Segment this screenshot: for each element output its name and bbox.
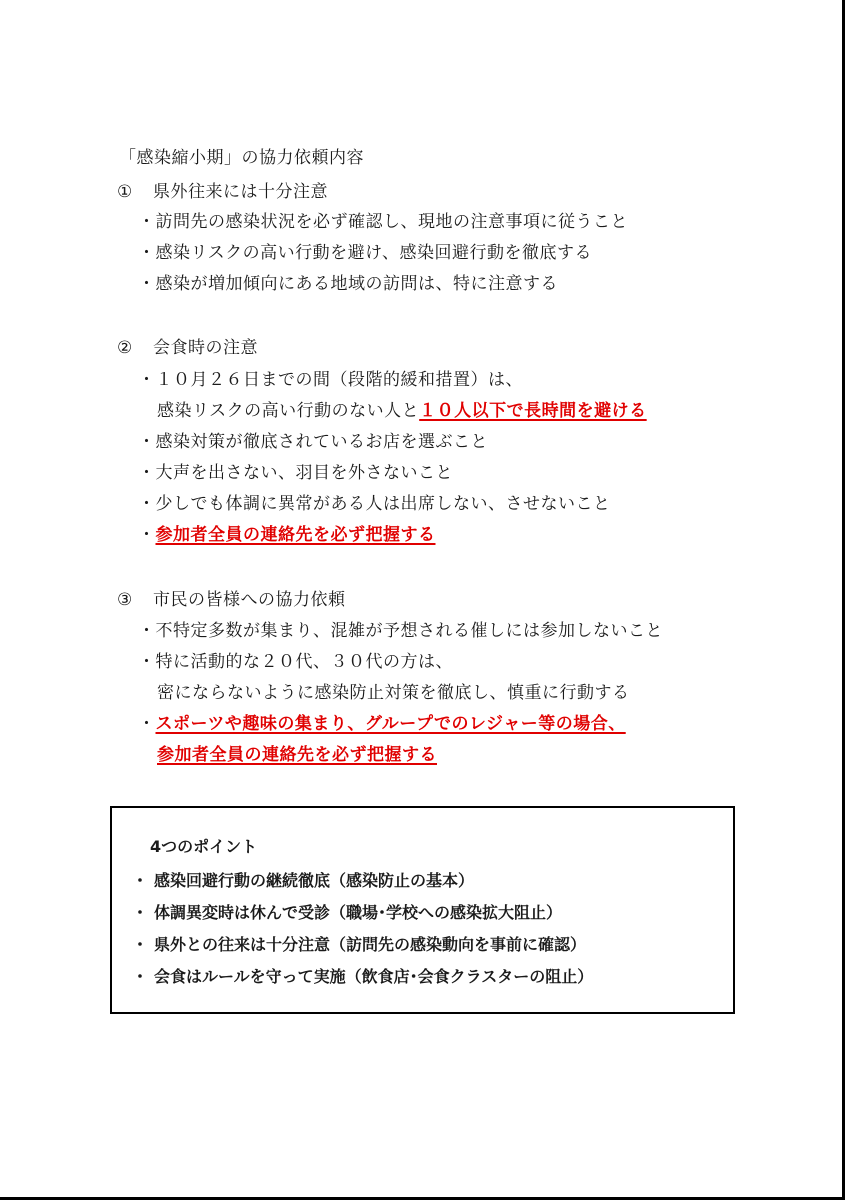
bullet: ・ (138, 525, 156, 545)
section-3-number: ③ (117, 590, 133, 610)
section-3-item (157, 740, 437, 765)
section-3-item: ・不特定多数が集まり、混雑が予想される催しには参加しないこと (138, 621, 663, 641)
section-2-item-text: 感染リスクの高い行動のない人と (157, 401, 420, 421)
section-3-item: ・特に活動的な２０代、３０代の方は、 (138, 652, 453, 672)
section-2-item: ・少しでも体調に異常がある人は出席しない、させないこと (138, 494, 611, 514)
section-3-item (138, 709, 626, 734)
emphasis-text: 参加者全員の連絡先を必ず把握する (155, 525, 436, 545)
section-3-heading (117, 585, 346, 610)
section-1-heading (117, 177, 328, 202)
emphasis-text: スポーツや趣味の集まり、グループでのレジャー等の場合、 (155, 714, 626, 734)
section-2-item (157, 396, 647, 421)
points-box (110, 806, 735, 1014)
section-3-item: 密にならないように感染防止対策を徹底し、慎重に行動する (157, 683, 630, 703)
point-text: 会食はルールを守って実施（飲食店･会食クラスターの阻止） (154, 967, 594, 986)
emphasis-text: 参加者全員の連絡先を必ず把握する (157, 745, 437, 765)
point-item (132, 964, 593, 987)
section-3-title: 市民の皆様への協力依頼 (153, 590, 346, 610)
section-1-number: ① (117, 182, 133, 202)
bullet: ・ (132, 871, 149, 890)
document-title: 「感染縮小期」の協力依頼内容 (119, 148, 364, 168)
section-2-item (138, 520, 436, 545)
bullet: ・ (132, 903, 149, 922)
section-2-heading (117, 333, 258, 358)
section-2-title: 会食時の注意 (153, 338, 258, 358)
section-1-item: ・感染が増加傾向にある地域の訪問は、特に注意する (138, 274, 558, 294)
point-item (132, 932, 586, 955)
point-text: 県外との往来は十分注意（訪問先の感染動向を事前に確認） (154, 935, 587, 954)
points-box-title: 4つのポイント (150, 837, 258, 856)
point-text: 体調異変時は休んで受診（職場･学校への感染拡大阻止） (154, 903, 563, 922)
section-2-item: ・１０月２６日までの間（段階的緩和措置）は、 (138, 370, 523, 390)
emphasis-text: １０人以下で長時間を避ける (419, 401, 647, 421)
bullet: ・ (138, 714, 156, 734)
point-item (132, 900, 562, 923)
point-item (132, 868, 474, 891)
section-2-number: ② (117, 338, 133, 358)
point-text: 感染回避行動の継続徹底（感染防止の基本） (154, 871, 475, 890)
bullet: ・ (132, 967, 149, 986)
section-2-item: ・大声を出さない、羽目を外さないこと (138, 463, 453, 483)
section-1-title: 県外往来には十分注意 (153, 182, 328, 202)
section-2-item: ・感染対策が徹底されているお店を選ぶこと (138, 432, 488, 452)
section-1-item: ・訪問先の感染状況を必ず確認し、現地の注意事項に従うこと (138, 212, 628, 232)
bullet: ・ (132, 935, 149, 954)
section-1-item: ・感染リスクの高い行動を避け、感染回避行動を徹底する (138, 243, 592, 263)
